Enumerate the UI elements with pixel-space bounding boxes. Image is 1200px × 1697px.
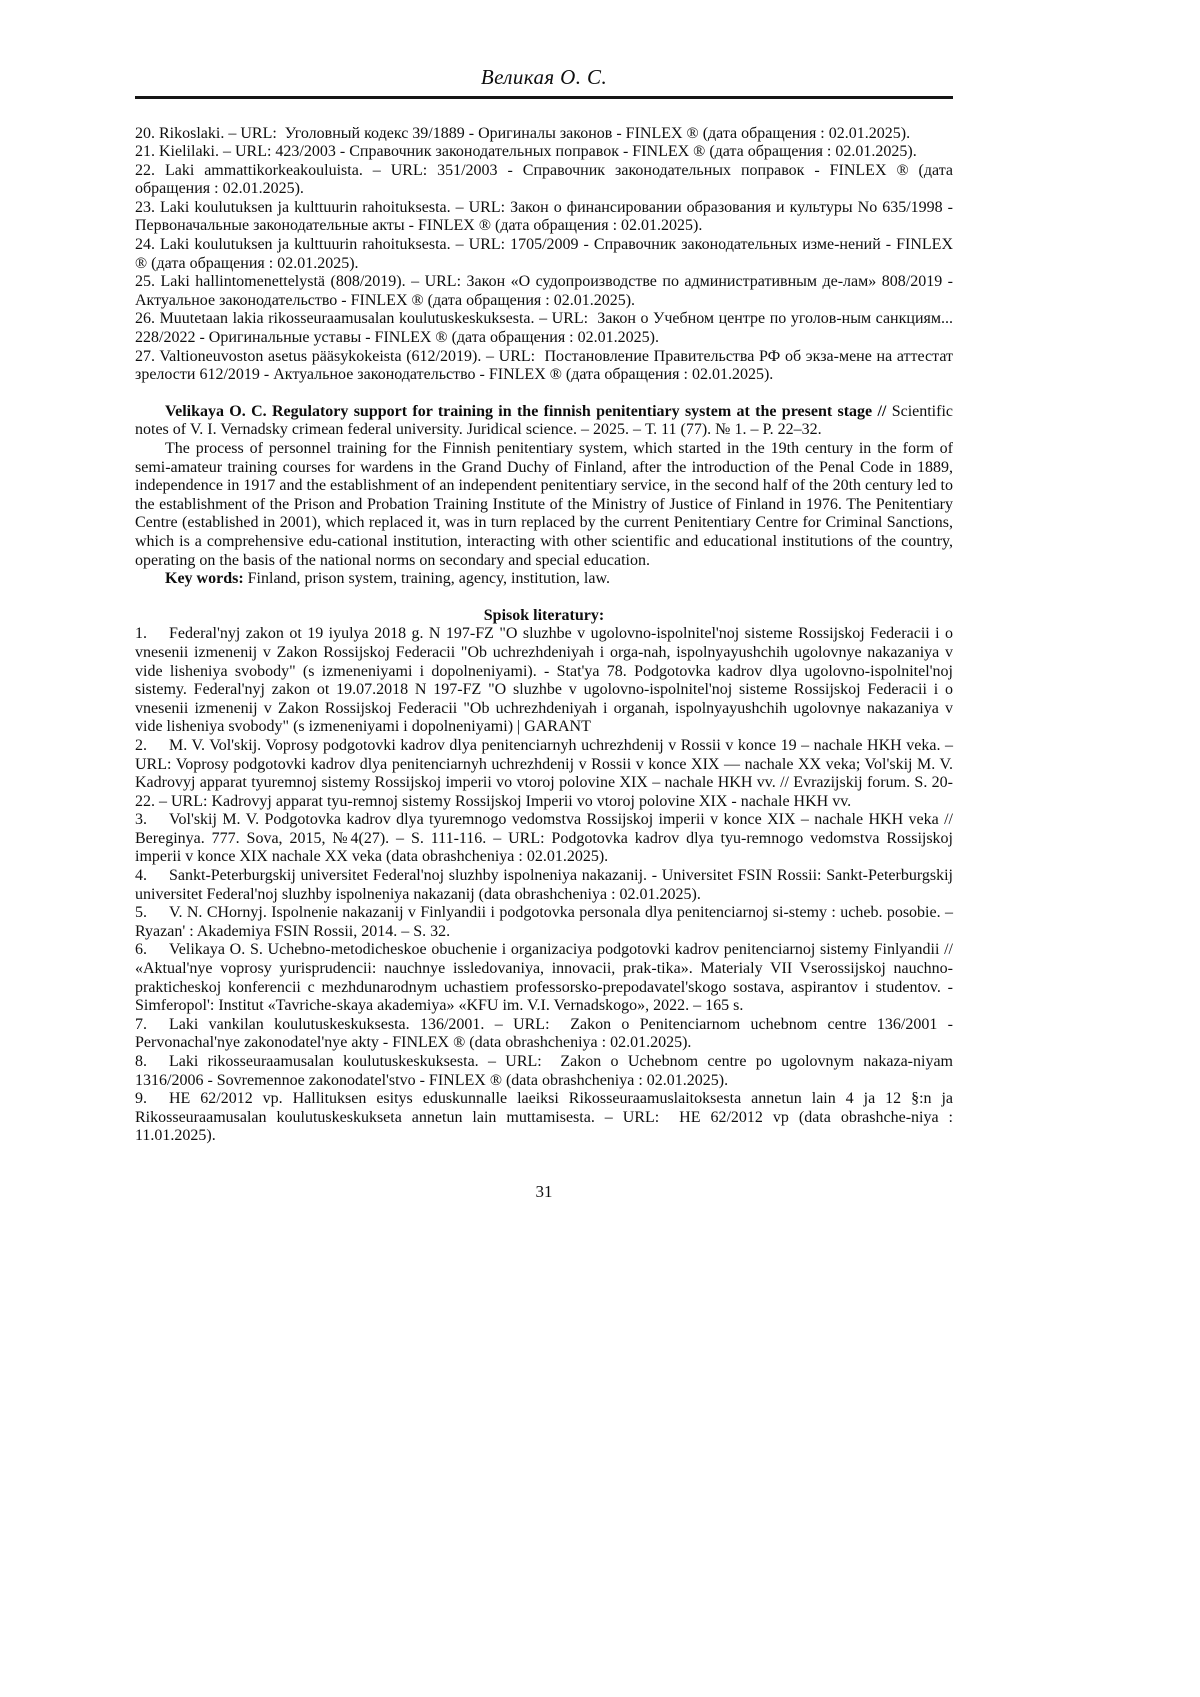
item-text: Federal'nyj zakon ot 19 iyulya 2018 g. N 197-FZ "O sluzhbe v ugolovno-ispolnitel'noj sisteme Rossijskoj Federacii i o vnesenii izmenenij v Zakon Rossijskoj Federacii "Ob uchrezhdeniyah i orga-nah, ispolnyayushchih ugolovnye nakazaniya v vide lisheniya svobody" (s izmeneniyami i dopolneniyami). - Stat'ya 78. Podgotovka kadrov dlya ugolovno-ispolnitel'noj sistemy. Federal'nyj zakon ot 19.07.2018 N 197-FZ "O sluzhbe v ugolovno-ispolnitel'noj sisteme Rossijskoj Federacii i o vnesenii izmenenij v Zakon Rossijskoj Federacii "Ob uchrezhdeniyah i organah, ispolnyayushchih ugolovnye nakazaniya v vide lisheniya svobody" (s izmeneniyami i dopolneniyami) | GARANT [135, 625, 953, 736]
item-text: Laki vankilan koulutuskeskuksesta. 136/2001. – URL: Zakon o Penitenciarnom uchebnom centre 136/2001 - Pervonachal'nye zakonodatel'nye akty - FINLEX ® (data obrashcheniya : 02.01.2025). [135, 1015, 953, 1052]
bibliography-item-5 [135, 904, 953, 941]
bibliography-item-8 [135, 1053, 953, 1090]
item-text: V. N. CHornyj. Ispolnenie nakazanij v Finlyandii i podgotovka personala dlya penitenciarnoj si-stemy : ucheb. posobie. – Ryazan' : Akademiya FSIN Rossii, 2014. – S. 32. [135, 904, 953, 940]
page-number: 31 [535, 1181, 553, 1201]
item-text: Vol'skij M. V. Podgotovka kadrov dlya tyuremnogo vedomstva Rossijskoj imperii v konce XIX – nachale HKH veka // Bereginya. 777. Sova, 2015, №4(27). – S. 111-116. – URL: Podgotovka kadrov dlya tyu-remnogo vedomstva Rossijskoj imperii v konce XIX nachale XX veka (data obrashcheniya : 02.01.2025). [135, 811, 953, 866]
bibliography-item-9 [135, 1090, 953, 1146]
page-content [135, 0, 953, 1202]
reference-item-26: 26. Muutetaan lakia rikosseuraamusalan koulutuskeskuksesta. – URL: Закон о Учебном центре по уголов-ным санкциям... 228/2022 - Оригинальные уставы - FINLEX ® (дата обращения : 02.01.2025). [135, 310, 953, 347]
references-russian [135, 125, 953, 385]
item-text: M. V. Vol'skij. Voprosy podgotovki kadrov dlya penitenciarnyh uchrezhdenij v Rossii v konce 19 – nachale HKH veka. – URL: Voprosy podgotovki kadrov dlya penitenciarnyh uchrezhdenij v Rossii v konce XIX — nachale XX veka; Vol'skij M. V. Kadrovyj apparat tyuremnoj sistemy Rossijskoj imperii vo vtoroj polovine XIX – nachale HKH vv. // Evrazijskij forum. S. 20-22. – URL: Kadrovyj apparat tyu-remnoj sistemy Rossijskoj Imperii vo vtoroj polovine XIX - nachale HKH vv. [135, 736, 953, 810]
bibliography-item-2 [135, 737, 953, 811]
abstract-text: The process of personnel training for the Finnish penitentiary system, which started in the 19th century in the form of semi-amateur training courses for wardens in the Grand Duchy of Finland, after the introduction of the Penal Code in 1889, independence in 1917 and the establishment of an independent penitentiary service, in the second half of the 20th century led to the establishment of the Prison and Probation Training Institute of the Ministry of Justice of Finland in 1976. The Penitentiary Centre (established in 2001), which replaced it, was in turn replaced by the current Penitentiary Centre for Criminal Sanctions, which is a comprehensive edu-cational institution, interacting with other scientific and educational institutions of the country, operating on the basis of the national norms on secondary and special education. [135, 440, 953, 569]
keywords-line [135, 570, 953, 589]
reference-item-24: 24. Laki koulutuksen ja kulttuurin rahoituksesta. – URL: 1705/2009 - Справочник законодательных изме-нений - FINLEX ® (дата обращения : 02.01.2025). [135, 236, 953, 272]
item-number: 1. [135, 625, 147, 643]
bibliography-list [135, 625, 953, 1146]
reference-item-27: 27. Valtioneuvoston asetus pääsykokeista (612/2019). – URL: Постановление Правительства РФ об экза-мене на аттестат зрелости 612/2019 - Актуальное законодательство - FINLEX ® (дата обращения : 02.01.2025). [135, 347, 953, 384]
bibliography-item-6 [135, 941, 953, 1015]
bibliography-heading: Spisok literatury: [483, 606, 605, 624]
bibliography-item-4 [135, 867, 953, 904]
item-number: 8. [135, 1053, 147, 1070]
item-number: 2. [135, 736, 147, 754]
bibliography-item-1 [135, 625, 953, 737]
keywords-label: Key words: [165, 570, 248, 588]
keywords-text: Finland, prison system, training, agency, institution, law. [247, 570, 610, 588]
english-abstract [135, 403, 953, 589]
running-head: Великая О. С. [480, 65, 608, 89]
item-number: 4. [135, 867, 147, 885]
item-number: 3. [135, 811, 147, 829]
bibliography-item-7 [135, 1016, 953, 1053]
item-number: 9. [135, 1090, 147, 1108]
item-text: Sankt-Peterburgskij universitet Federal'noj sluzhby ispolneniya nakazanij. - Universitet FSIN Rossii: Sankt-Peterburgskij universitet Federal'noj sluzhby ispolneniya nakazanij (data obrashcheniya : 02.01.2025). [135, 867, 953, 903]
item-text: HE 62/2012 vp. Hallituksen esitys eduskunnalle laeiksi Rikosseuraamuslaitoksesta annetun lain 4 ja 12 §:n ja Rikosseuraamusalan koulutuskeskukseta annetun lain muttamisesta. – URL: HE 62/2012 vp (data obrashche-niya : 11.01.2025). [135, 1090, 953, 1145]
abstract-citation-title: Velikaya O. C. Regulatory support for training in the finnish penitentiary system at the present stage // [165, 402, 892, 420]
bibliography-item-3 [135, 811, 953, 867]
abstract-citation-source: Scientific notes of V. I. Vernadsky crimean federal university. Juridical science. – 2025. – Т. 11 (77). № 1. – P. 22–32. [135, 402, 953, 439]
header-rule [135, 96, 953, 99]
abstract-citation [135, 403, 953, 440]
reference-item-23: 23. Laki koulutuksen ja kulttuurin rahoituksesta. – URL: Закон о финансировании образования и культуры No 635/1998 - Первоначальные законодательные акты - FINLEX ® (дата обращения : 02.01.2025). [135, 198, 953, 235]
reference-item-25: 25. Laki hallintomenettelystä (808/2019). – URL: Закон «О судопроизводстве по административным де-лам» 808/2019 - Актуальное законодательство - FINLEX ® (дата обращения : 02.01.2025). [135, 273, 953, 309]
item-number: 5. [135, 904, 147, 922]
item-number: 6. [135, 941, 147, 959]
item-text: Laki rikosseuraamusalan koulutuskeskuksesta. – URL: Zakon o Uchebnom centre po ugolovnym nakaza-niyam 1316/2006 - Sovremennoe zakonodatel'stvo - FINLEX ® (data obrashcheniya : 02.01.2025). [135, 1053, 953, 1089]
reference-item-21: 21. Kielilaki. – URL: 423/2003 - Справочник законодательных поправок - FINLEX ® (дата обращения : 02.01.2025). [135, 143, 917, 161]
reference-item-20: 20. Rikoslaki. – URL: Уголовный кодекс 39/1889 - Оригиналы законов - FINLEX ® (дата обращения : 02.01.2025). [135, 124, 911, 142]
item-number: 7. [135, 1015, 147, 1033]
item-text: Velikaya O. S. Uchebno-metodicheskoe obuchenie i organizaciya podgotovki kadrov penitenciarnoj sistemy Finlyandii // «Aktual'nye voprosy yurisprudencii: nauchnye issledovaniya, innovacii, prak-tika». Materialy VII Vserossijskoj nauchno-prakticheskoj konferencii c mezhdunarodnym uchastiem professorsko-prepodavatel'skogo sostava, aspirantov i studentov. - Simferopol': Institut «Tavriche-skaya akademiya» «KFU im. V.I. Vernadskogo», 2022. – 165 s. [135, 941, 953, 1015]
reference-item-22: 22. Laki ammattikorkeakouluista. – URL: 351/2003 - Справочник законодательных поправок - FINLEX ® (дата обращения : 02.01.2025). [135, 161, 953, 198]
